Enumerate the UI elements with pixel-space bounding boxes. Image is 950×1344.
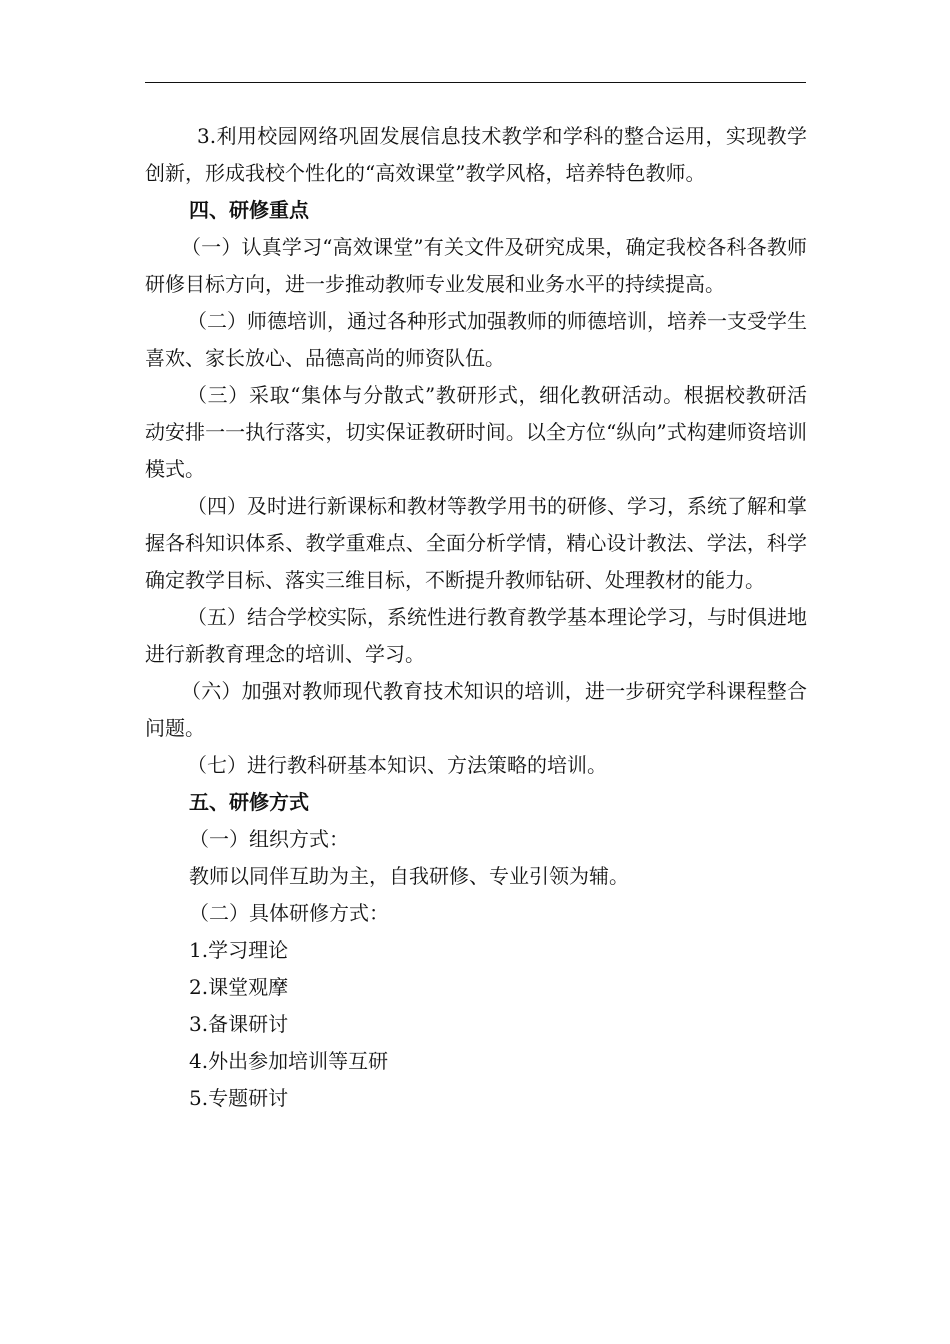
section-heading-focus: 四、研修重点	[189, 198, 309, 222]
paragraph-focus-5: （五）结合学校实际，系统性进行教育教学基本理论学习，与时俱进地进行新教育理念的培训、学习。	[145, 605, 807, 666]
paragraph-focus-7: （七）进行教科研基本知识、方法策略的培训。	[187, 753, 607, 777]
paragraph-method-specific: （二）具体研修方式：	[189, 901, 389, 925]
paragraph-method-org: （一）组织方式：	[189, 827, 349, 851]
paragraph-focus-1: （一）认真学习“高效课堂”有关文件及研究成果，确定我校各科各教师研修目标方向，进一步推动教师专业发展和业务水平的持续提高。	[145, 235, 807, 296]
list-item: 2.课堂观摩	[189, 975, 289, 999]
list-item: 5.专题研讨	[189, 1086, 289, 1110]
list-item: 4.外出参加培训等互研	[189, 1049, 389, 1073]
paragraph-goal-3: 3.利用校园网络巩固发展信息技术教学和学科的整合运用，实现教学创新，形成我校个性化的“高效课堂”教学风格，培养特色教师。	[145, 124, 807, 185]
header-rule	[145, 82, 806, 83]
list-item: 3.备课研讨	[189, 1012, 289, 1036]
paragraph-focus-6: （六）加强对教师现代教育技术知识的培训，进一步研究学科课程整合问题。	[145, 679, 807, 740]
paragraph-focus-2: （二）师德培训，通过各种形式加强教师的师德培训，培养一支受学生喜欢、家长放心、品德高尚的师资队伍。	[145, 309, 807, 370]
section-heading-methods: 五、研修方式	[189, 790, 309, 814]
paragraph-method-org-detail: 教师以同伴互助为主，自我研修、专业引领为辅。	[189, 864, 629, 888]
document-body	[145, 118, 807, 1117]
paragraph-focus-4: （四）及时进行新课标和教材等教学用书的研修、学习，系统了解和掌握各科知识体系、教学重难点、全面分析学情，精心设计教法、学法，科学确定教学目标、落实三维目标，不断提升教师钻研、处理教材的能力。	[145, 494, 807, 592]
paragraph-focus-3: （三）采取“集体与分散式”教研形式，细化教研活动。根据校教研活动安排一一执行落实，切实保证教研时间。以全方位“纵向”式构建师资培训模式。	[145, 383, 807, 481]
list-item: 1.学习理论	[189, 938, 289, 962]
